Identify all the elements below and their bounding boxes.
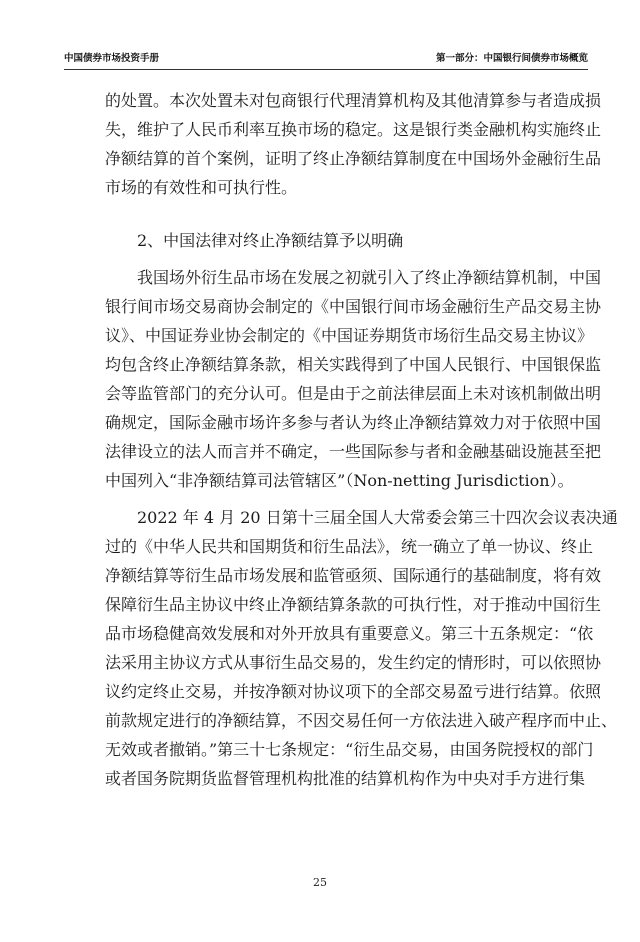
header-book-title: 中国债券市场投资手册 xyxy=(64,53,160,64)
text-line: 确规定，国际金融市场许多参与者认为终止净额结算效力对于依照中国 xyxy=(105,413,602,432)
text-line: 品市场稳健高效发展和对外开放具有重要意义。第三十五条规定：“依 xyxy=(105,624,594,643)
subheading-text: 2、中国法律对终止净额结算予以明确 xyxy=(137,231,404,250)
text-line: 法采用主协议方式从事衍生品交易的，发生约定的情形时，可以依照协 xyxy=(105,653,602,672)
paragraph-continuation xyxy=(105,86,602,202)
text-line: 中国列入“非净额结算司法管辖区”（Non-netting Jurisdiction）。 xyxy=(105,471,574,490)
text-line: 过的《中华人民共和国期货和衍生品法》，统一确立了单一协议、终止 xyxy=(105,537,594,556)
text-line: 议》、中国证券业协会制定的《中国证券期货市场衍生品交易主协议》 xyxy=(105,326,594,345)
text-line: 2022 年 4 月 20 日第十三届全国人大常委会第三十四次会议表决通 xyxy=(137,508,618,527)
text-line: 会等监管部门的充分认可。但是由于之前法律层面上未对该机制做出明 xyxy=(105,384,602,403)
text-line: 均包含终止净额结算条款，相关实践得到了中国人民银行、中国银保监 xyxy=(105,355,602,374)
text-line: 失，维护了人民币利率互换市场的稳定。这是银行类金融机构实施终止 xyxy=(105,120,602,139)
text-line: 保障衍生品主协议中终止净额结算条款的可执行性，对于推动中国衍生 xyxy=(105,595,602,614)
text-line: 的处置。本次处置未对包商银行代理清算机构及其他清算参与者造成损 xyxy=(105,91,602,110)
text-line: 法律设立的法人而言并不确定，一些国际参与者和金融基础设施甚至把 xyxy=(105,442,602,461)
section-subheading xyxy=(105,226,539,255)
header-section-title: 第一部分：中国银行间债券市场概览 xyxy=(435,53,588,64)
header-divider xyxy=(64,69,588,70)
text-line: 净额结算等衍生品市场发展和监管亟须、国际通行的基础制度，将有效 xyxy=(105,566,602,585)
text-line: 净额结算的首个案例，证明了终止净额结算制度在中国场外金融衍生品 xyxy=(105,149,602,168)
paragraph-netting-mechanism xyxy=(105,263,602,495)
text-line: 银行间市场交易商协会制定的《中国银行间市场金融衍生产品交易主协 xyxy=(105,297,602,316)
body-text xyxy=(105,86,618,793)
text-line: 无效或者撤销。”第三十七条规定：“衍生品交易，由国务院授权的部门 xyxy=(105,740,594,759)
text-line: 或者国务院期货监督管理机构批准的结算机构作为中央对手方进行集 xyxy=(105,769,586,788)
page-number: 25 xyxy=(313,876,327,889)
text-line: 我国场外衍生品市场在发展之初就引入了终止净额结算机制，中国 xyxy=(137,268,602,287)
text-line: 议约定终止交易，并按净额对协议项下的全部交易盈亏进行结算。依照 xyxy=(105,682,602,701)
text-line: 市场的有效性和可执行性。 xyxy=(105,178,298,197)
page-header xyxy=(64,52,588,66)
paragraph-futures-law xyxy=(105,503,618,793)
text-line: 前款规定进行的净额结算，不因交易任何一方依法进入破产程序而中止、 xyxy=(105,711,618,730)
